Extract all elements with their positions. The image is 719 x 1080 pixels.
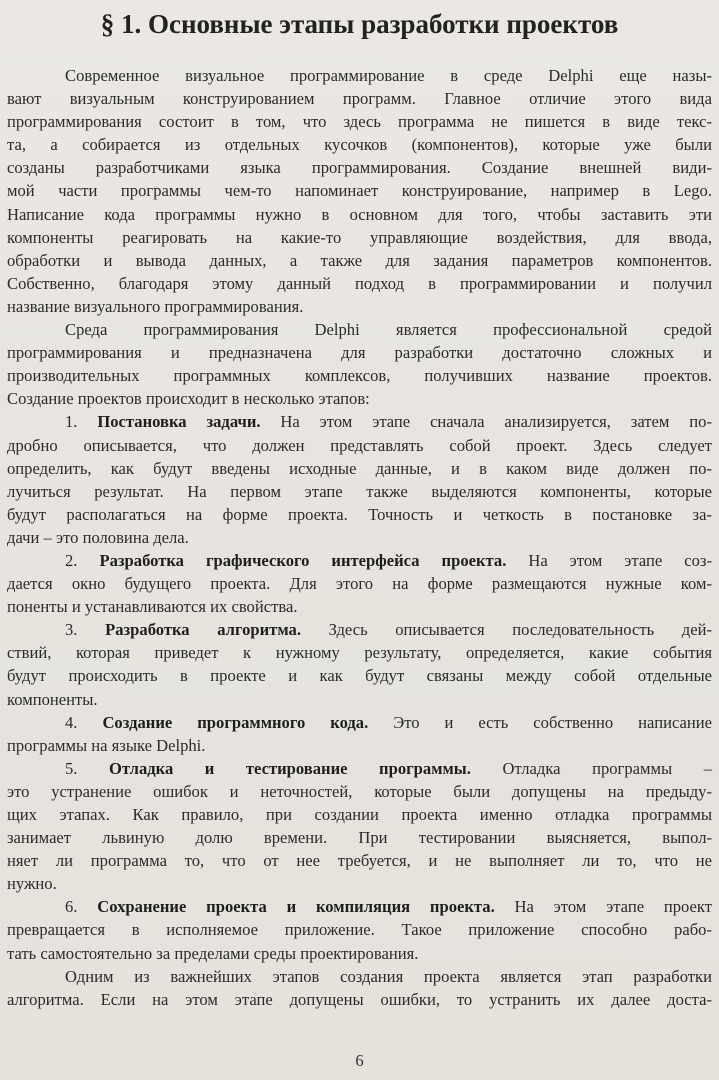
text-line — [7, 410, 712, 433]
line-text: созданы разработчиками языка программирования. Создание внешней види- — [7, 158, 712, 178]
text-line — [7, 965, 712, 988]
text-line — [7, 942, 712, 965]
text-line — [7, 595, 712, 618]
line-text: обработки и вывода данных, а также для задания параметров компонентов. — [7, 250, 712, 270]
text-line — [7, 918, 712, 941]
text-line — [7, 664, 712, 687]
text-line — [7, 249, 712, 272]
text-line — [7, 826, 712, 849]
line-text: лучиться результат. На первом этапе также выделяются компоненты, которые — [7, 481, 712, 501]
text-line — [7, 572, 712, 595]
line-text: мой части программы чем-то напоминает конструирование, например в Lego. — [7, 181, 712, 201]
stage-heading: Сохранение проекта и компиляция проекта. — [97, 897, 495, 917]
line-text: дачи – это половина дела. — [7, 527, 189, 547]
text-line — [7, 549, 712, 572]
line-text: производительных программных комплексов, получивших название проектов. — [7, 366, 712, 386]
line-text: ствий, которая приведет к нужному результату, определяется, какие события — [7, 643, 712, 663]
line-text: поненты и устанавливаются их свойства. — [7, 597, 298, 617]
line-text: Создание проектов происходит в несколько этапов: — [7, 389, 370, 409]
text-line — [7, 110, 712, 133]
text-line — [7, 503, 712, 526]
line-text: компоненты. — [7, 689, 98, 709]
line-text: компоненты реагировать на какие-то управляющие воздействия, для ввода, — [7, 227, 712, 247]
text-line — [7, 849, 712, 872]
text-line — [7, 711, 712, 734]
body-text — [7, 64, 712, 1011]
line-text: Это и есть собственно написание — [368, 712, 713, 732]
stage-heading: Разработка алгоритма. — [105, 620, 301, 640]
line-text: алгоритма. Если на этом этапе допущены ошибки, то устранить их далее доста- — [7, 989, 712, 1009]
line-text: Отладка программы – — [470, 758, 713, 778]
stage-heading: Отладка и тестирование программы. — [108, 758, 471, 778]
list-number: 3. — [65, 620, 106, 640]
line-text: няет ли программа то, что от нее требуется, и не выполняет ли то, что не — [7, 851, 712, 871]
text-line — [7, 688, 712, 711]
line-text: Одним из важнейших этапов создания проекта является этап разработки — [65, 966, 712, 986]
text-line — [7, 641, 712, 664]
stage-heading: Создание программного кода. — [102, 712, 369, 732]
text-line — [7, 64, 712, 87]
text-line — [7, 526, 712, 549]
text-line — [7, 480, 712, 503]
list-number: 6. — [65, 897, 98, 917]
text-line — [7, 295, 712, 318]
text-line — [7, 757, 712, 780]
text-line — [7, 803, 712, 826]
list-number: 1. — [65, 412, 98, 432]
line-text: превращается в исполняемое приложение. Такое приложение способно рабо- — [7, 920, 712, 940]
text-line — [7, 87, 712, 110]
line-text: Современное визуальное программирование в среде Delphi еще назы- — [65, 66, 712, 85]
line-text: Написание кода программы нужно в основном для того, чтобы заставить эти — [7, 204, 712, 224]
text-line — [7, 318, 712, 341]
line-text: определить, как будут введены исходные данные, и в каком виде должен по- — [7, 458, 712, 478]
stage-heading: Разработка графического интерфейса проекта. — [99, 550, 507, 570]
line-text: На этом этапе проект — [494, 897, 712, 917]
text-line — [7, 272, 712, 295]
page-number: 6 — [355, 1051, 364, 1070]
text-line — [7, 133, 712, 156]
text-line — [7, 341, 712, 364]
text-line — [7, 872, 712, 895]
line-text: та, а собирается из отдельных кусочков (компонентов), которые уже были — [7, 135, 712, 155]
text-line — [7, 203, 712, 226]
list-number: 2. — [65, 550, 100, 570]
line-text: программирования состоит в том, что здесь программа не пишется в виде текс- — [7, 112, 712, 132]
list-number: 5. — [65, 758, 109, 778]
list-number: 4. — [65, 712, 103, 732]
text-line — [7, 179, 712, 202]
text-line — [7, 434, 712, 457]
line-text: Собственно, благодаря этому данный подход в программировании и получил — [7, 273, 712, 293]
line-text: нужно. — [7, 874, 57, 894]
line-text: название визуального программирования. — [7, 296, 304, 316]
line-text: На этом этапе соз- — [506, 550, 712, 570]
line-text: дается окно будущего проекта. Для этого на форме размещаются нужные ком- — [7, 574, 712, 594]
text-line — [7, 734, 712, 757]
line-text: вают визуальным конструированием программ. Главное отличие этого вида — [7, 89, 712, 109]
text-line — [7, 226, 712, 249]
text-line — [7, 364, 712, 387]
text-line — [7, 156, 712, 179]
text-line — [7, 780, 712, 803]
section-title: § 1. Основные этапы разработки проектов — [100, 9, 619, 39]
text-line — [7, 988, 712, 1011]
line-text: будут располагаться на форме проекта. Точность и четкость в постановке за- — [7, 504, 712, 524]
line-text: тать самостоятельно за пределами среды проектирования. — [7, 943, 419, 963]
line-text: программирования и предназначена для разработки достаточно сложных и — [7, 343, 712, 363]
line-text: дробно описывается, что должен представлять собой проект. Здесь следует — [7, 435, 712, 455]
line-text: На этом этапе сначала анализируется, затем по- — [260, 412, 712, 432]
line-text: это устранение ошибок и неточностей, которые были допущены на предыду- — [7, 781, 712, 801]
text-line — [7, 457, 712, 480]
line-text: Здесь описывается последовательность дей- — [300, 620, 712, 640]
line-text: щих этапах. Как правило, при создании проекта именно отладка программы — [7, 805, 712, 824]
text-line — [7, 895, 712, 918]
line-text: Среда программирования Delphi является профессиональной средой — [65, 320, 712, 340]
line-text: программы на языке Delphi. — [7, 735, 206, 755]
text-line — [7, 387, 712, 410]
line-text: занимает львиную долю времени. При тестировании выясняется, выпол- — [7, 828, 712, 848]
stage-heading: Постановка задачи. — [97, 412, 261, 432]
line-text: будут происходить в проекте и как будут связаны между собой отдельные — [7, 666, 712, 686]
text-line — [7, 618, 712, 641]
